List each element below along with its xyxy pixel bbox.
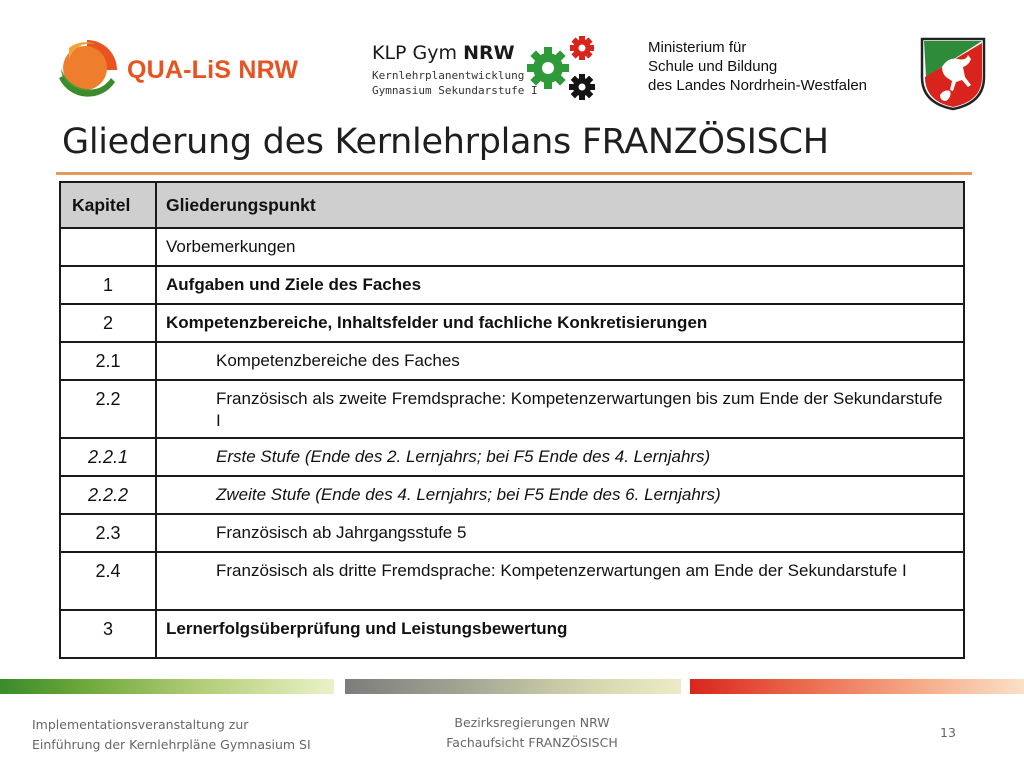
red-gradient-bar (690, 679, 1024, 694)
row-punkt: Lernerfolgsüberprüfung und Leistungsbewertung (156, 610, 964, 658)
gray-gradient-bar (345, 679, 681, 694)
row-kapitel: 1 (60, 266, 156, 304)
row-punkt: Französisch als dritte Fremdsprache: Kompetenzerwartungen am Ende der Sekundarstufe I (156, 552, 964, 610)
row-punkt: Zweite Stufe (Ende des 4. Lernjahrs; bei F5 Ende des 6. Lernjahrs) (156, 476, 964, 514)
gears-icon (524, 34, 604, 106)
row-punkt: Kompetenzbereiche des Faches (156, 342, 964, 380)
row-punkt: Kompetenzbereiche, Inhaltsfelder und fachliche Konkretisierungen (156, 304, 964, 342)
table-row (60, 514, 964, 552)
title-underline (56, 172, 972, 175)
page-number: 13 (940, 725, 956, 740)
qualis-logo (55, 38, 305, 102)
footer-left-line-1: Implementationsveranstaltung zur (32, 717, 249, 732)
qualis-logo-text: QUA-LiS NRW (127, 56, 299, 84)
klp-title-prefix: KLP Gym (372, 42, 458, 64)
table-row (60, 342, 964, 380)
row-kapitel: 3 (60, 610, 156, 658)
row-punkt: Vorbemerkungen (156, 228, 964, 266)
footer-center-line-1: Bezirksregierungen NRW (454, 715, 610, 730)
ministry-line-2: Schule und Bildung (648, 58, 778, 75)
ministry-line-1: Ministerium für (648, 39, 747, 56)
ministry-line-3: des Landes Nordrhein-Westfalen (648, 77, 868, 94)
footer-organisation (420, 713, 644, 753)
qualis-sun-icon (55, 38, 119, 102)
green-gradient-bar (0, 679, 334, 694)
footer-center-line-2: Fachaufsicht FRANZÖSISCH (446, 735, 618, 750)
table-row (60, 438, 964, 476)
footer-event (32, 715, 311, 755)
table-row (60, 552, 964, 610)
table-row (60, 228, 964, 266)
row-punkt: Französisch als zweite Fremdsprache: Kompetenzerwartungen bis zum Ende der Sekundarstufe I (156, 380, 964, 438)
table-row (60, 380, 964, 438)
table-header-row (60, 182, 964, 228)
klp-logo-title (372, 42, 515, 64)
row-kapitel: 2.1 (60, 342, 156, 380)
klp-logo (372, 38, 612, 106)
row-kapitel: 2 (60, 304, 156, 342)
page-title: Gliederung des Kernlehrplans FRANZÖSISCH (62, 122, 829, 162)
nrw-coat-of-arms-icon (920, 37, 986, 111)
table-row (60, 304, 964, 342)
row-kapitel (60, 228, 156, 266)
ministry-name (648, 38, 867, 95)
row-kapitel: 2.4 (60, 552, 156, 610)
row-kapitel: 2.3 (60, 514, 156, 552)
row-kapitel: 2.2.2 (60, 476, 156, 514)
table-row (60, 266, 964, 304)
header-kapitel: Kapitel (60, 182, 156, 228)
row-punkt: Erste Stufe (Ende des 2. Lernjahrs; bei F5 Ende des 4. Lernjahrs) (156, 438, 964, 476)
row-kapitel: 2.2.1 (60, 438, 156, 476)
row-punkt: Aufgaben und Ziele des Faches (156, 266, 964, 304)
klp-subtitle-1: Kernlehrplanentwicklung (372, 69, 525, 82)
curriculum-outline-table (59, 181, 965, 659)
footer-left-line-2: Einführung der Kernlehrpläne Gymnasium SI (32, 737, 311, 752)
table-row (60, 610, 964, 658)
ministry-logo (648, 37, 988, 111)
row-kapitel: 2.2 (60, 380, 156, 438)
header-gliederungspunkt: Gliederungspunkt (156, 182, 964, 228)
klp-subtitle-2: Gymnasium Sekundarstufe I (372, 84, 538, 97)
table-row (60, 476, 964, 514)
row-punkt: Französisch ab Jahrgangsstufe 5 (156, 514, 964, 552)
klp-title-bold: NRW (463, 42, 515, 64)
